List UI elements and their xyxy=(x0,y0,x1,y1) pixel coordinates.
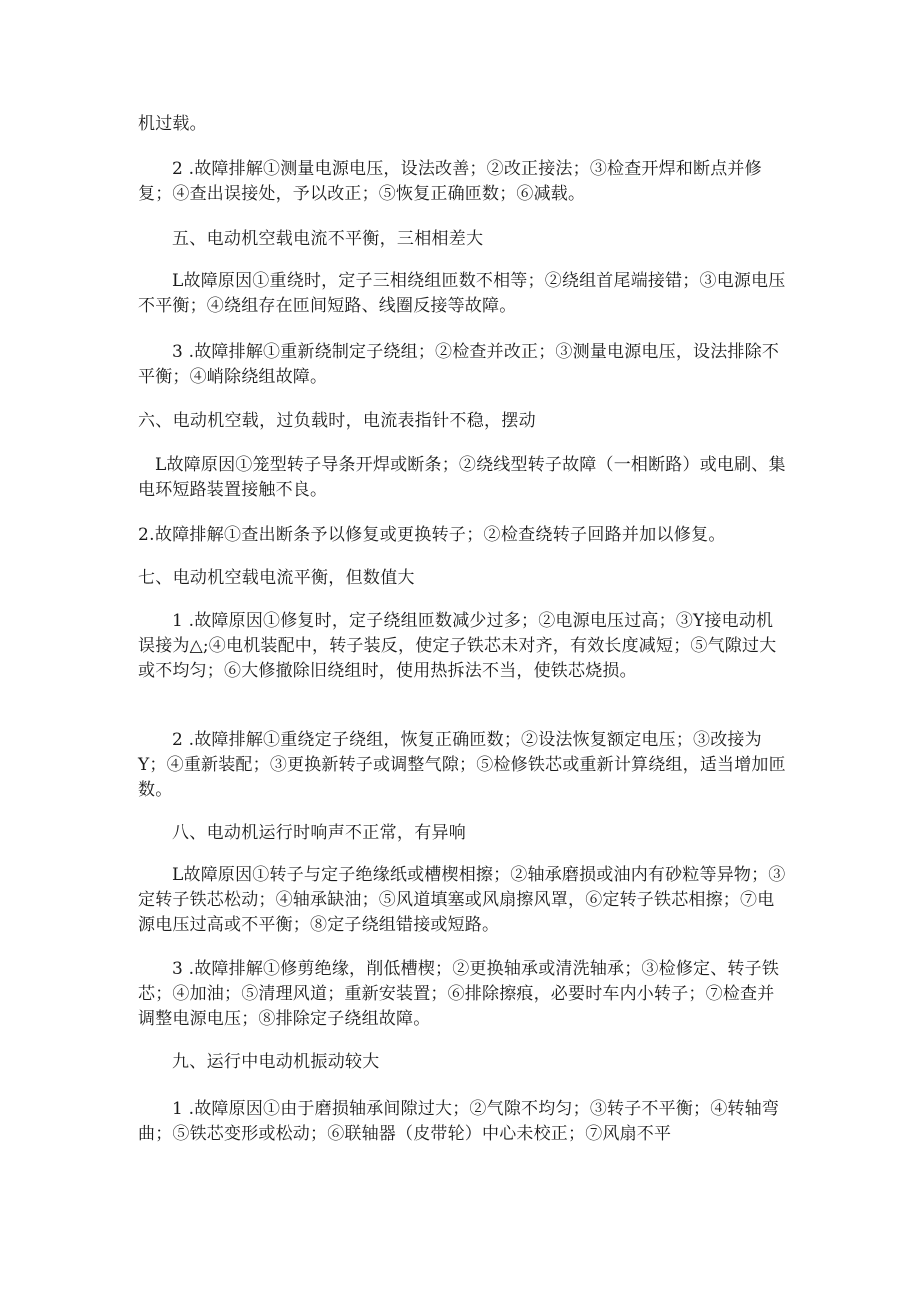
paragraph-cause-8-1: L故障原因①转子与定子绝缘纸或槽楔相擦；②轴承磨损或油内有砂粒等异物；③定转子铁芯松动；④轴承缺油；⑤风道填塞或风扇擦风罩，⑥定转子铁芯相擦；⑦电源电压过高或不平衡；⑧定子绕组错接或短路。 xyxy=(138,865,786,935)
section-heading-7: 七、电动机空载电流平衡，但数值大 xyxy=(138,568,415,588)
paragraph-troubleshooting-7-2: 2 .故障排解①重绕定子绕组，恢复正确匝数；②设法恢复额定电压；③改接为Y；④重新装配；③更换新转子或调整气隙；⑤检修铁芯或重新计算绕组，适当增加匝数。 xyxy=(138,730,786,800)
paragraph-cause-9-1: 1 .故障原因①由于磨损轴承间隙过大；②气隙不均匀；③转子不平衡；④转轴弯曲；⑤铁芯变形或松动；⑥联轴器（皮带轮）中心未校正；⑦风扇不平 xyxy=(138,1099,780,1144)
paragraph-cause-6-1: L故障原因①笼型转子导条开焊或断条；②绕线型转子故障（一相断路）或电刷、集电环短路装置接触不良。 xyxy=(138,455,786,500)
paragraph-cause-7-1: 1 .故障原因①修复时，定子绕组匝数减少过多；②电源电压过高；③Y接电动机误接为△;④电机装配中，转子装反，使定子铁芯未对齐，有效长度减短；⑤气隙过大或不均匀；⑥大修撤除旧绕组时，使用热拆法不当，使铁芯烧损。 xyxy=(138,611,777,681)
paragraph-troubleshooting-5-3: 3 .故障排解①重新绕制定子绕组；②检查并改正；③测量电源电压，设法排除不平衡；④峭除绕组故障。 xyxy=(138,342,780,387)
paragraph-troubleshooting-6-2: 2.故障排解①查出断条予以修复或更换转子；②检查绕转子回路并加以修复。 xyxy=(138,525,726,545)
paragraph-troubleshooting-8-3: 3 .故障排解①修剪绝缘，削低槽楔；②更换轴承或清洗轴承；③检修定、转子铁芯；④加油；⑤清理风道；重新安装置；⑥排除擦痕，必要时车内小转子；⑦检查并调整电源电压；⑧排除定子绕组故障。 xyxy=(138,959,780,1029)
paragraph-cause-5-1: L故障原因①重绕时，定子三相绕组匝数不相等；②绕组首尾端接错；③电源电压不平衡；④绕组存在匝间短路、线圈反接等故障。 xyxy=(138,271,786,316)
section-heading-5: 五、电动机空载电流不平衡，三相相差大 xyxy=(172,229,484,249)
section-heading-6: 六、电动机空载，过负载时，电流表指针不稳，摆动 xyxy=(138,411,536,431)
paragraph-troubleshooting-4-2: 2 .故障排解①测量电源电压，设法改善；②改正接法；③检查开焊和断点并修复；④查出误接处，予以改正；⑤恢复正确匝数；⑥减载。 xyxy=(138,159,762,204)
section-heading-8: 八、电动机运行时响声不正常，有异响 xyxy=(172,823,467,843)
section-heading-9: 九、运行中电动机振动较大 xyxy=(172,1052,380,1072)
paragraph-continuation: 机过载。 xyxy=(138,114,207,134)
